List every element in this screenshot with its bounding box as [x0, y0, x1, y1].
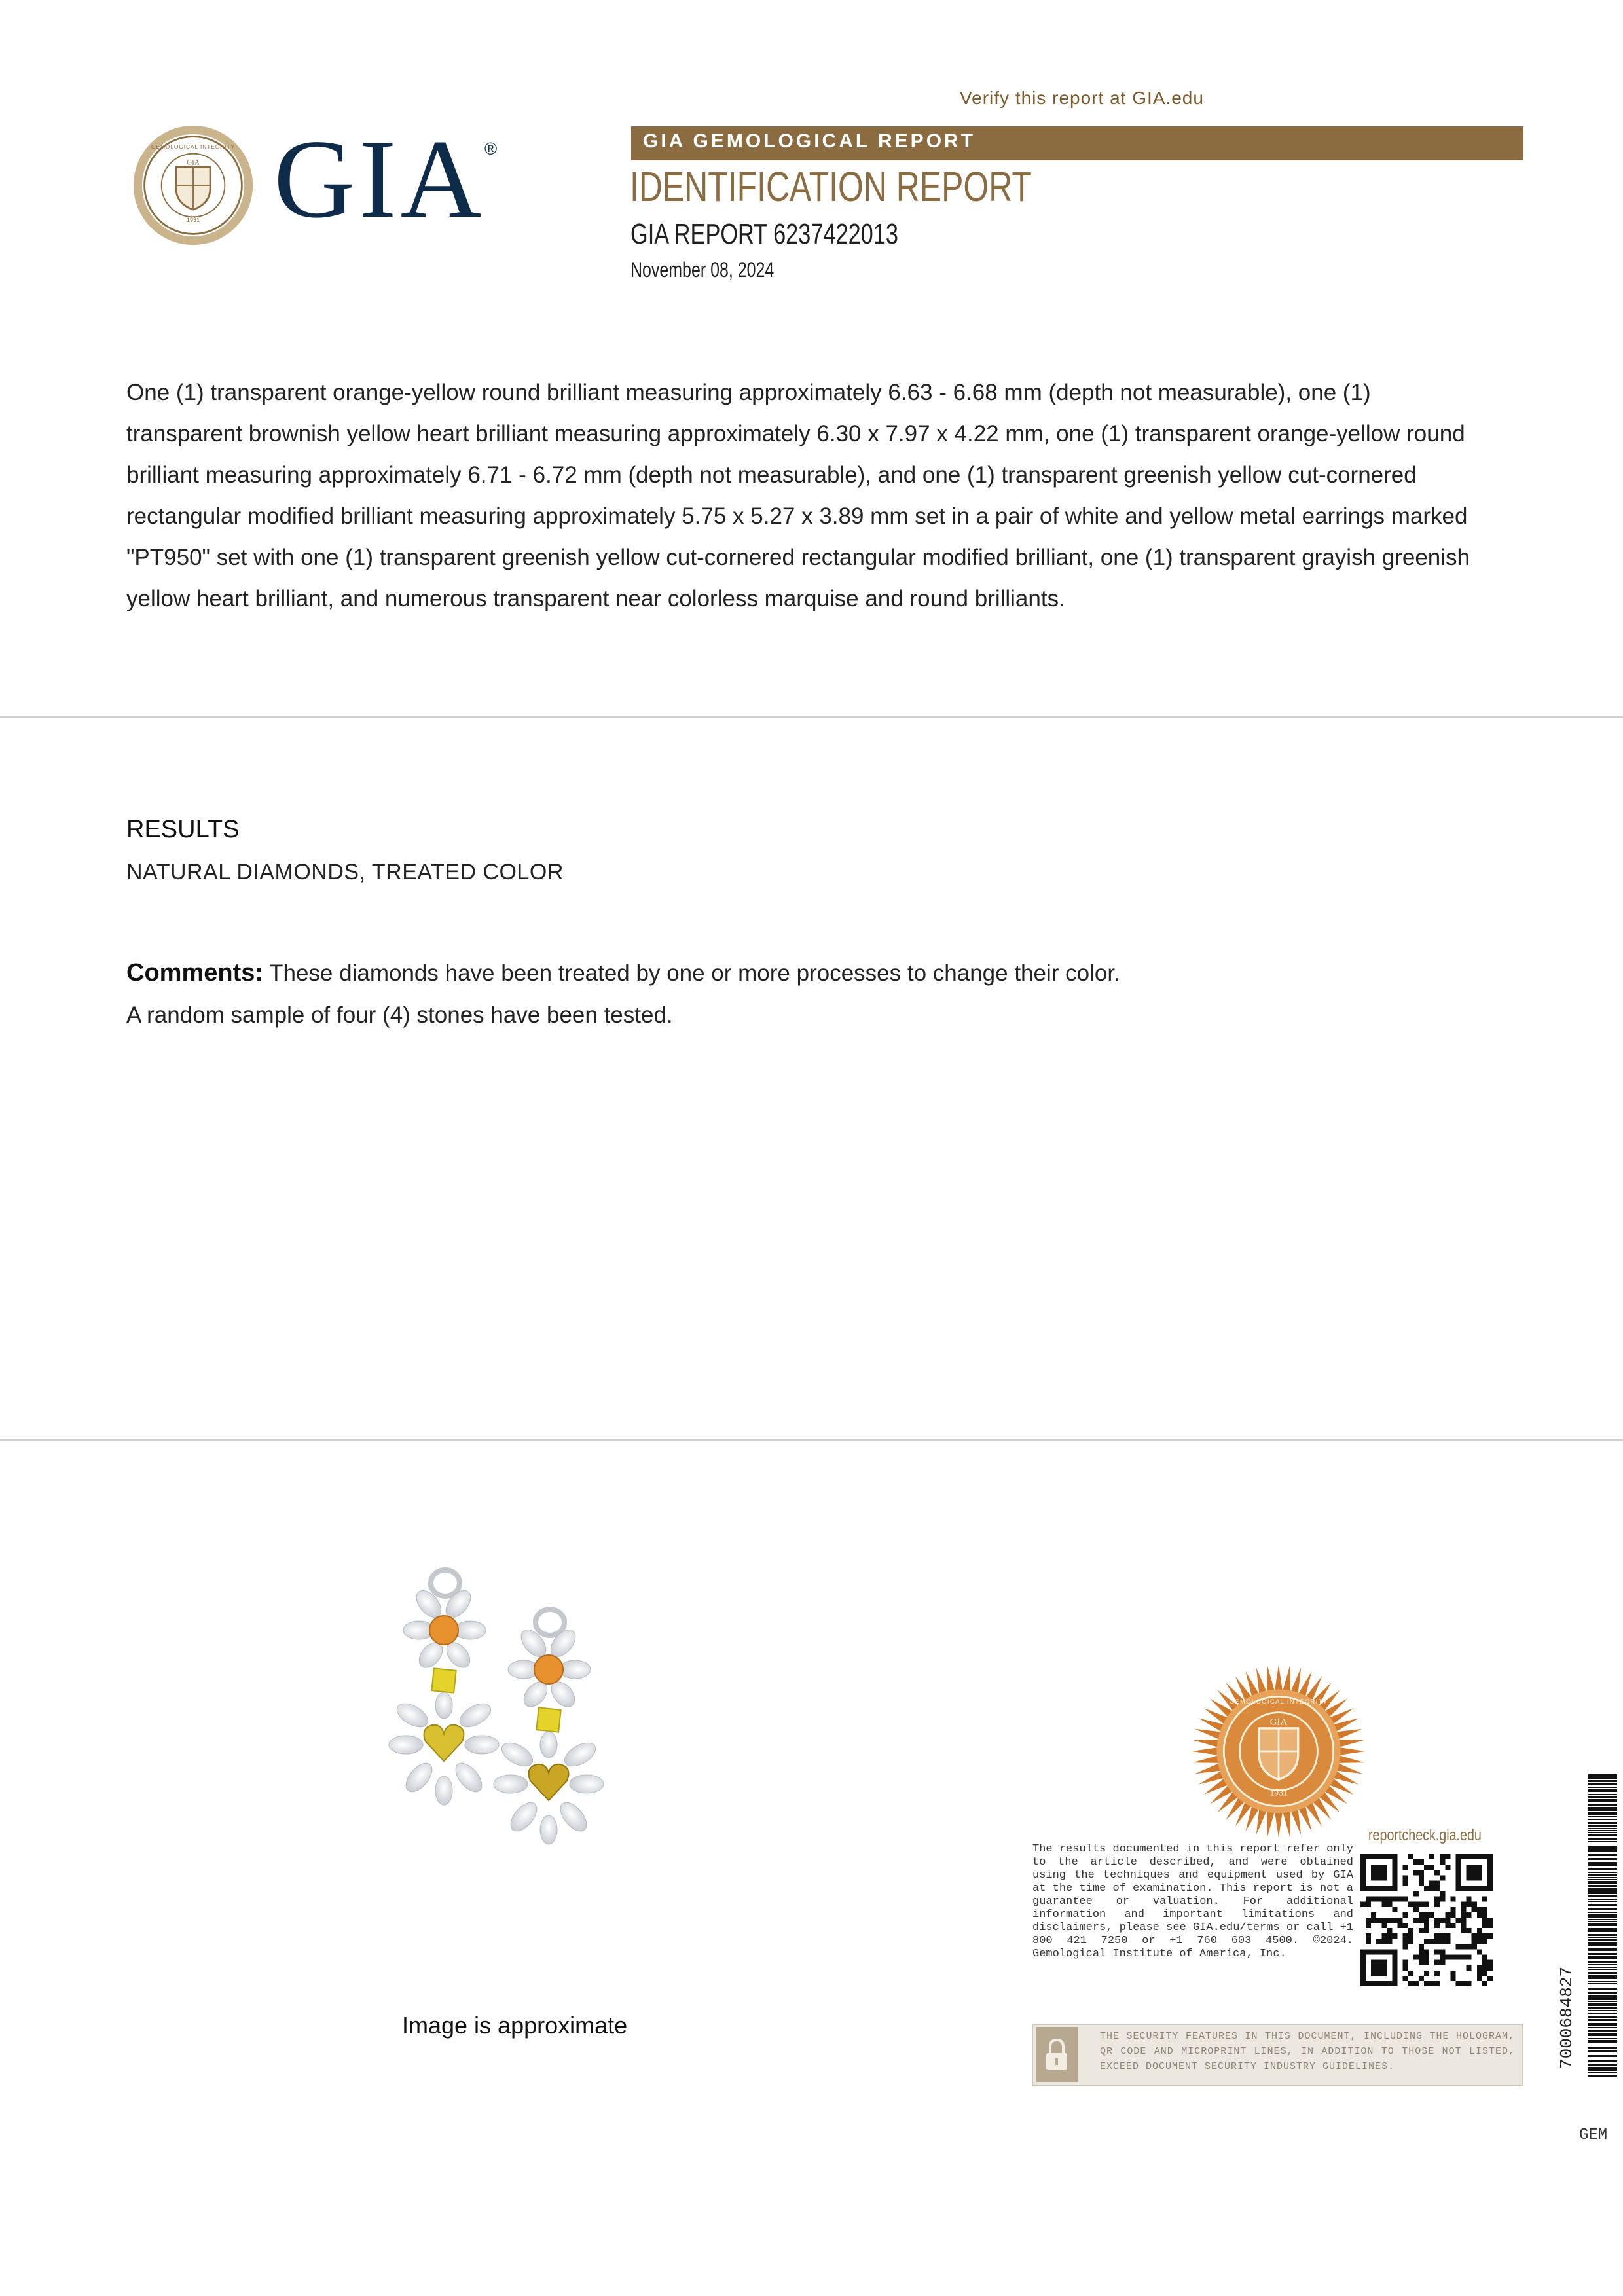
divider [0, 1439, 1623, 1441]
image-caption: Image is approximate [402, 2012, 628, 2039]
barcode-number: 7000684827 [1557, 1966, 1577, 2069]
right-earring [494, 1609, 604, 1844]
left-earring [389, 1570, 499, 1805]
comments-text-2: A random sample of four (4) stones have been tested. [126, 1002, 673, 1028]
reportcheck-link[interactable]: reportcheck.gia.edu [1368, 1827, 1482, 1844]
svg-text:1931: 1931 [1269, 1788, 1288, 1798]
comments-label: Comments: [126, 959, 264, 987]
svg-text:GEMOLOGICAL INTEGRITY: GEMOLOGICAL INTEGRITY [1229, 1698, 1328, 1706]
security-lock-tile [1036, 2027, 1078, 2082]
svg-text:1931: 1931 [186, 216, 200, 223]
gem-label: GEM [1579, 2126, 1608, 2144]
gia-seal-icon [132, 124, 254, 246]
registered-mark: ® [484, 139, 498, 158]
comments-text-1: These diamonds have been treated by one or more processes to change their color. [269, 960, 1120, 986]
item-description: One (1) transparent orange-yellow round brilliant measuring approximately 6.63 - 6.68 mm (depth not measurable), one (1) transparent brownish yellow heart brilliant measuring approximately 6.30 x 7.97 x 4.22 mm, one (1) transparent orange-yellow round brilliant measuring approximately 6.71 - 6.72 mm (depth not measurable), and one (1) transparent greenish yellow cut-cornered rectangular modified brilliant measuring approximately 5.75 x 5.27 x 3.89 mm set in a pair of white and yellow metal earrings marked "PT950" set with one (1) transparent greenish yellow cut-cornered rectangular modified brilliant, one (1) transparent grayish greenish yellow heart brilliant, and numerous transparent near colorless marquise and round brilliants. [126, 380, 1470, 611]
hologram-seal-icon [1190, 1663, 1367, 1840]
svg-text:GEMOLOGICAL INTEGRITY: GEMOLOGICAL INTEGRITY [151, 143, 235, 151]
svg-text:GIA: GIA [187, 158, 200, 167]
svg-text:GIA: GIA [1269, 1717, 1288, 1728]
verify-text: Verify this report at GIA.edu [960, 88, 1204, 108]
results-heading: RESULTS [126, 816, 240, 843]
earrings-image [354, 1565, 642, 1931]
lock-icon [1036, 2027, 1078, 2082]
qr-code-icon[interactable] [1360, 1854, 1493, 1986]
report-date: November 08, 2024 [630, 258, 775, 282]
report-type-title: IDENTIFICATION REPORT [630, 163, 1032, 210]
gia-logo-wordmark: GIA [274, 117, 486, 242]
comments-block [126, 952, 1488, 1036]
report-number: GIA REPORT 6237422013 [630, 218, 898, 250]
results-value: NATURAL DIAMONDS, TREATED COLOR [126, 860, 564, 884]
security-notice-text: THE SECURITY FEATURES IN THIS DOCUMENT, INCLUDING THE HOLOGRAM, QR CODE AND MICROPRINT LINES, IN ADDITION TO THOSE NOT LISTED, EXCEED DOCUMENT SECURITY INDUSTRY GUIDELINES. [1100, 2031, 1515, 2072]
banner-title: GIA GEMOLOGICAL REPORT [643, 130, 976, 152]
comments-line-1 [126, 952, 1488, 994]
barcode-icon [1588, 1774, 1617, 2078]
disclaimer-text: The results documented in this report refer only to the article described, and were obtained using the techniques and equipment used by GIA at the time of examination. This report is not a guarantee or valuation. For additional information and important limitations and disclaimers, please see GIA.edu/terms or call +1 800 421 7250 or +1 760 603 4500. ©2024. Gemological Institute of America, Inc. [1032, 1843, 1353, 1960]
divider [0, 716, 1623, 718]
